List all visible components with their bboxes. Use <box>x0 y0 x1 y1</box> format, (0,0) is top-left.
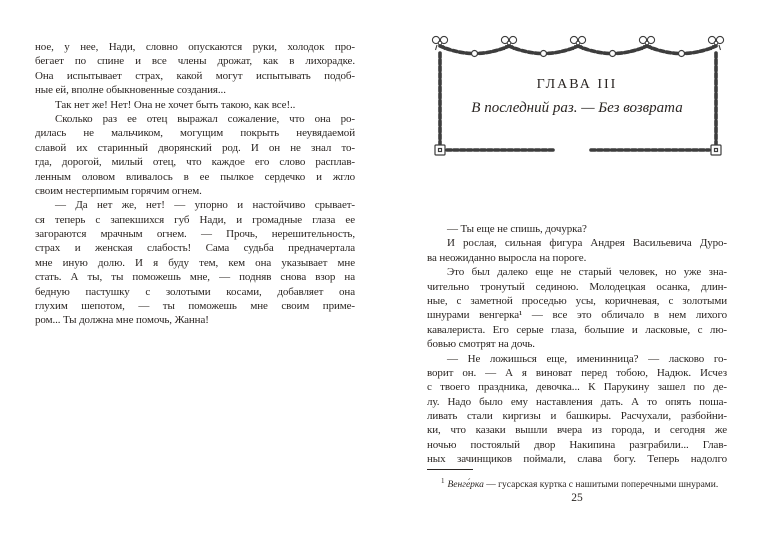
left-page-text <box>35 40 355 328</box>
side-chains <box>440 53 716 144</box>
text-line: бедную пастушку с золотыми косами, добавляет она <box>35 285 355 298</box>
text-line: ва неожиданно выросла на пороге. <box>427 251 587 264</box>
right-page-text <box>427 222 727 467</box>
text-line: Она испытывает страх, какой могут испытывать подоб- <box>35 69 355 82</box>
chapter-subtitle: В последний раз. — Без возврата <box>471 100 683 116</box>
text-line: бегает по спине и все члены дрожат, как в лихорадке. <box>35 55 355 68</box>
text-line: мне иную долю. И я буду тем, кем она указывает мне <box>35 256 355 269</box>
text-line: ром... Ты должна мне помочь, Жанна! <box>35 314 209 327</box>
text-line: — Да нет же, нет! — упорно и настойчиво срывает- <box>55 199 355 212</box>
text-line: лу. Надо было ему наставления дать. А то опять поша- <box>427 395 727 408</box>
text-line: с твоего праздника, девочка... К Парукину зашел по де- <box>427 381 727 394</box>
text-line: ворит он. — А я виноват перед тобою, Надюк. Исчез <box>427 366 727 379</box>
chapter-title: ГЛАВА III <box>536 77 618 92</box>
text-line: Это был далеко еще не старый человек, но уже зна- <box>447 266 727 279</box>
text-line: Сколько раз ее отец выражал сожаление, что она ро- <box>55 112 355 125</box>
text-line: ливать стали киргизы и башкиры. Расчухали, разбойни- <box>427 410 727 423</box>
text-line: страх и женская слабость! Сама судьба предначертала <box>35 242 355 255</box>
swag-ring-links <box>472 51 685 57</box>
text-line: своим нестерпимым горячим огнем. <box>35 184 202 197</box>
text-line: ное, у нее, Нади, словно опускаются руки, холодок про- <box>35 41 355 53</box>
garland-swags <box>440 46 716 54</box>
text-line: шнурами венгерка¹ — все это обличало в нем лихого <box>427 309 727 322</box>
text-line: И рослая, сильная фигура Андрея Васильевича Дуро- <box>447 237 727 250</box>
text-line: ся теперь с запекшихся губ Нади, и громадные глаза ее <box>35 213 355 226</box>
text-line: славой их старинный дворянский род. И он не знал то- <box>35 141 355 154</box>
text-line: ные ей, вполне обыкновенные создания... <box>35 84 226 97</box>
text-line: кавалериста. Его серые глаза, большие и ласковые, с лю- <box>427 323 727 336</box>
footnote-text: — гусарская куртка с нашитыми поперечными шнурами. <box>483 480 719 491</box>
footnote-term: Венге́рка <box>447 480 484 491</box>
text-line: чительно тронутый сединою. Молодецкая осанка, длин- <box>427 280 727 293</box>
text-line: — Не ложишься еще, именинница? — ласково го- <box>447 352 727 365</box>
garland-frame-ornament <box>425 32 731 164</box>
footnote-marker: 1 <box>441 477 445 485</box>
text-line: ленным оловом вливалось в ее пылкое сердечко и жгло <box>35 170 355 183</box>
page-number: 25 <box>571 492 583 504</box>
text-line: ки, что казаки вышли вчера из города, и сегодня же <box>427 424 727 437</box>
text-line: дилась не мальчиком, могущим покрыть неувядаемой <box>35 127 355 140</box>
footnote <box>427 475 727 491</box>
text-line: — Ты еще не спишь, дочурка? <box>447 223 587 235</box>
text-line: гда, дорогой, милый отец, что каждое его слово расплав- <box>35 156 355 169</box>
text-line: ные, с заметной проседью усы, коричневая, с золотыми <box>427 294 727 307</box>
text-line: глухим шепотом, — ты поможешь мне своим приме- <box>35 300 355 313</box>
text-line: стать. А ты, ты поможешь мне, — подняв снова взор на <box>35 271 355 284</box>
text-line: ных зачинщиков поймали, слава богу. Теперь надолго <box>427 453 727 466</box>
text-line: загораются мрачным огнем. — Прочь, нерешительность, <box>35 228 355 241</box>
text-line: ночью постоялый двор Накипина разграбили... Глав- <box>427 438 727 451</box>
bow-ornaments <box>432 36 723 50</box>
footnote-divider <box>427 469 473 470</box>
text-line: бовью смотрят на дочь. <box>427 338 535 351</box>
text-line: Так нет же! Нет! Она не хочет быть такою, как все!.. <box>55 98 296 111</box>
